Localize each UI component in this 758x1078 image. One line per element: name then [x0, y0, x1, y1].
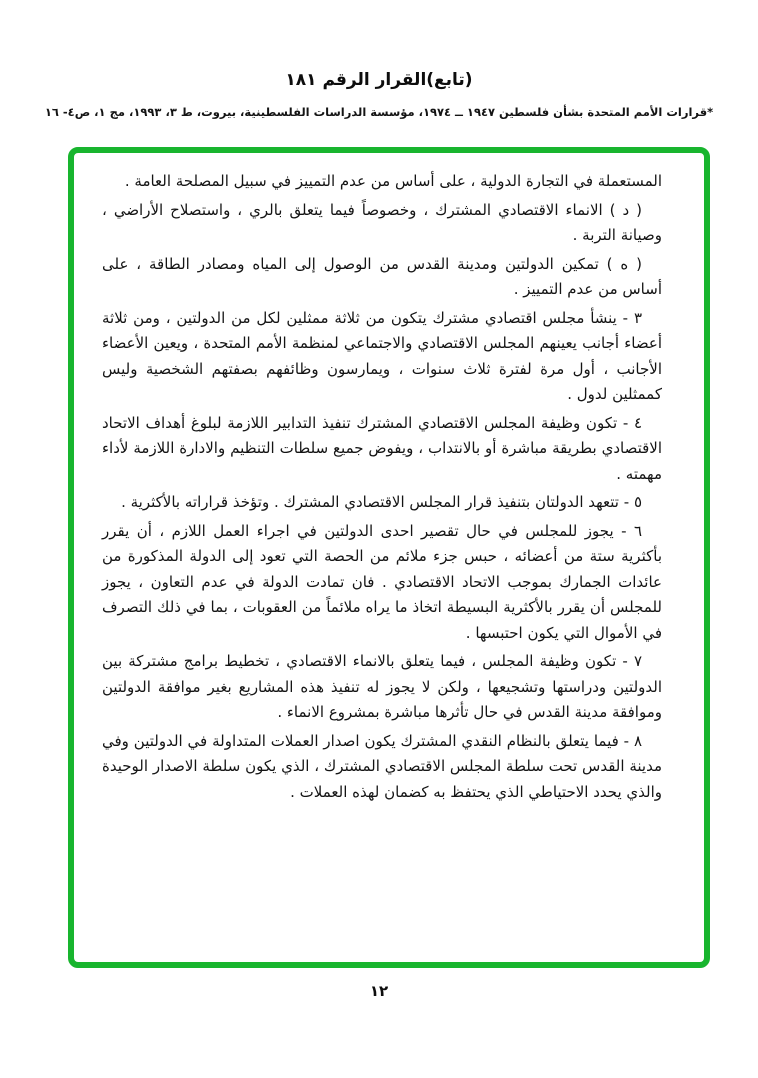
page-number: ١٢ [369, 982, 389, 1000]
paragraph-article-6: ٦ - يجوز للمجلس في حال تقصير احدى الدولتين في اجراء العمل اللازم ، أن يقرر بأكثرية ستة من أعضائه ، حبس جزء ملائم من الحصة التي تعود إلى الدولة المذكورة من عائدات الجمارك بموجب الاتحاد الاقتصادي . فان تمادت الدولة في عدم التعاون ، يجوز للمجلس أن يقرر بالأكثرية البسيطة اتخاذ ما يراه ملائماً من العقوبات ، بما في ذلك التصرف في الأموال التي يكون احتبسها . [102, 521, 662, 642]
source-citation: *قرارات الأمم المتحدة بشأن فلسطين ١٩٤٧ ــ ١٩٧٤، مؤسسة الدراسات الفلسطينية، بيروت، ط ٣، ١٩٩٣، مج ١، ص٤- ١٦ [44, 105, 714, 119]
paragraph-item-d: ( د ) الانماء الاقتصادي المشترك ، وخصوصاً فيما يتعلق بالري ، واستصلاح الأراضي ، وصيانة التربة . [102, 200, 662, 244]
document-body [102, 169, 662, 805]
paragraph-item-h: ( ه ) تمكين الدولتين ومدينة القدس من الوصول إلى المياه ومصادر الطاقة ، على أساس من عدم التمييز . [102, 254, 662, 298]
paragraph-article-3: ٣ - ينشأ مجلس اقتصادي مشترك يتكون من ثلاثة ممثلين لكل من الدولتين ، ومن ثلاثة أعضاء أجانب يعينهم المجلس الاقتصادي والاجتماعي لمنظمة الأمم المتحدة ، ويعين الأعضاء الأجانب ، أول مرة لفترة ثلاث سنوات ، ويمارسون وظائفهم بصفتهم الشخصية وليس كممثلين لدول . [102, 308, 662, 403]
paragraph-article-5: ٥ - تتعهد الدولتان بتنفيذ قرار المجلس الاقتصادي المشترك . وتؤخذ قراراته بالأكثرية . [121, 493, 642, 511]
paragraph-continuation: المستعملة في التجارة الدولية ، على أساس من عدم التمييز في سبيل المصلحة العامة . [124, 172, 662, 190]
paragraph-article-7: ٧ - تكون وظيفة المجلس ، فيما يتعلق بالانماء الاقتصادي ، تخطيط برامج مشتركة بين الدولتين ودراستها وتشجيعها ، ولكن لا يجوز له تنفيذ هذه المشاريع بغير موافقة الدولتين وموافقة مدينة القدس في حال تأثرها مباشرة بمشروع الانماء . [102, 652, 662, 721]
paragraph-article-4: ٤ - تكون وظيفة المجلس الاقتصادي المشترك تنفيذ التدابير اللازمة لبلوغ أهداف الاتحاد الاقتصادي بطريقة مباشرة أو بالانتداب ، ويفوض جميع سلطات التنظيم والادارة اللازمة لأداء مهمته . [102, 413, 662, 483]
green-border-frame [68, 147, 710, 968]
document-title: (تابع)القرار الرقم ١٨١ [285, 70, 473, 90]
paragraph-article-8: ٨ - فيما يتعلق بالنظام النقدي المشترك يكون اصدار العملات المتداولة في الدولتين وفي مدينة القدس تحت سلطة المجلس الاقتصادي المشترك ، الذي يكون سلطة الاصدار الوحيدة والذي يحدد الاحتياطي الذي يحتفظ به كضمان لهذه العملات . [102, 731, 662, 801]
